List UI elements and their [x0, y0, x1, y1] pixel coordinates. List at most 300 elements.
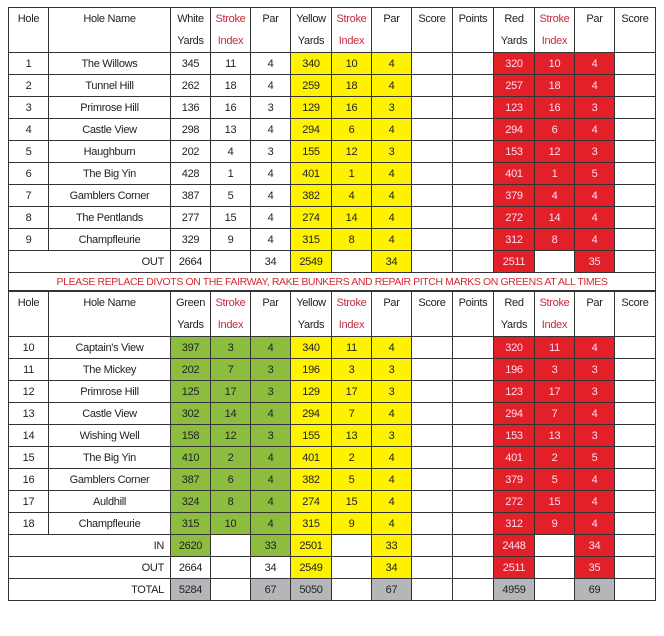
- yellow-yards-cell: 340: [291, 53, 332, 75]
- header-tee1-stroke-index: [211, 8, 251, 53]
- red-stroke-index-cell: 5: [535, 469, 575, 491]
- header-label: Points: [458, 297, 488, 309]
- tee1-par-cell: 4: [251, 403, 291, 425]
- header-hole-name: [49, 8, 171, 53]
- header-label: Red: [504, 297, 524, 309]
- summary-label: OUT: [9, 251, 171, 273]
- tee1-stroke-index-cell: 11: [211, 53, 251, 75]
- yellow-yards-cell: 129: [291, 381, 332, 403]
- yellow-par-cell: 4: [372, 119, 412, 141]
- yellow-stroke-index-cell: 3: [332, 359, 372, 381]
- hole-row: [9, 163, 656, 185]
- red-yards-cell: 401: [494, 163, 535, 185]
- tee1-stroke-index-cell: 6: [211, 469, 251, 491]
- hole-cell: 16: [9, 469, 49, 491]
- tee1-yards-cell: 315: [171, 513, 211, 535]
- score-entry[interactable]: [615, 141, 656, 163]
- summary-yellow-yards-cell: 2549: [291, 251, 332, 273]
- summary-row: [9, 251, 656, 273]
- header-label: Index: [541, 319, 568, 331]
- yellow-stroke-index-cell: 9: [332, 513, 372, 535]
- points-entry[interactable]: [453, 185, 494, 207]
- yellow-stroke-index-cell: 5: [332, 469, 372, 491]
- tee1-yards-cell: 277: [171, 207, 211, 229]
- tee1-yards-cell: 329: [171, 229, 211, 251]
- score-entry[interactable]: [615, 185, 656, 207]
- points-entry[interactable]: [453, 53, 494, 75]
- summary-score-entry[interactable]: [412, 557, 453, 579]
- yellow-stroke-index-cell: 4: [332, 185, 372, 207]
- yellow-yards-cell: 382: [291, 469, 332, 491]
- yellow-par-cell: 3: [372, 141, 412, 163]
- yellow-yards-cell: 294: [291, 403, 332, 425]
- summary-label: TOTAL: [9, 579, 171, 601]
- hole-cell: 14: [9, 425, 49, 447]
- summary-yellow-par-cell: 67: [372, 579, 412, 601]
- yellow-par-cell: 4: [372, 229, 412, 251]
- score-entry[interactable]: [615, 207, 656, 229]
- header-label: Points: [458, 13, 488, 25]
- red-par-cell: 4: [575, 337, 615, 359]
- tee1-stroke-index-cell: 14: [211, 403, 251, 425]
- tee1-stroke-index-cell: 13: [211, 119, 251, 141]
- summary-yellow-stroke-index-cell: [332, 557, 372, 579]
- red-par-cell: 3: [575, 425, 615, 447]
- yellow-yards-cell: 401: [291, 447, 332, 469]
- yellow-yards-cell: 129: [291, 97, 332, 119]
- points-entry[interactable]: [453, 141, 494, 163]
- summary-score-entry[interactable]: [615, 557, 656, 579]
- tee1-yards-cell: 345: [171, 53, 211, 75]
- red-stroke-index-cell: 9: [535, 513, 575, 535]
- score-entry[interactable]: [615, 469, 656, 491]
- red-stroke-index-cell: 3: [535, 359, 575, 381]
- points-entry[interactable]: [453, 513, 494, 535]
- header-label: White: [177, 13, 204, 25]
- tee1-yards-cell: 387: [171, 469, 211, 491]
- hole-name-cell: Castle View: [49, 119, 171, 141]
- red-yards-cell: 294: [494, 403, 535, 425]
- red-stroke-index-cell: 14: [535, 207, 575, 229]
- tee1-yards-cell: 202: [171, 359, 211, 381]
- hole-name-cell: The Big Yin: [49, 163, 171, 185]
- header-label: Yards: [177, 35, 204, 47]
- yellow-par-cell: 4: [372, 53, 412, 75]
- yellow-stroke-index-cell: 17: [332, 381, 372, 403]
- header-score: [412, 291, 453, 337]
- red-stroke-index-cell: 6: [535, 119, 575, 141]
- tee1-stroke-index-cell: 5: [211, 185, 251, 207]
- score-entry[interactable]: [615, 359, 656, 381]
- summary-yellow-par-cell: 34: [372, 557, 412, 579]
- tee1-yards-cell: 397: [171, 337, 211, 359]
- hole-name-cell: The Big Yin: [49, 447, 171, 469]
- summary-yellow-yards-cell: 5050: [291, 579, 332, 601]
- hole-row: [9, 359, 656, 381]
- red-stroke-index-cell: 17: [535, 381, 575, 403]
- yellow-stroke-index-cell: 1: [332, 163, 372, 185]
- header-yellow-par: [372, 291, 412, 337]
- score-entry[interactable]: [615, 53, 656, 75]
- score-entry[interactable]: [412, 97, 453, 119]
- score-entry[interactable]: [615, 447, 656, 469]
- header-yellow-stroke-index: [332, 8, 372, 53]
- header-label: Stroke: [336, 13, 367, 25]
- header-label: Stroke: [215, 297, 246, 309]
- hole-name-cell: Auldhill: [49, 491, 171, 513]
- yellow-stroke-index-cell: 13: [332, 425, 372, 447]
- hole-row: [9, 75, 656, 97]
- summary-tee1-par-cell: 34: [251, 557, 291, 579]
- summary-score-entry[interactable]: [412, 579, 453, 601]
- summary-tee1-stroke-index-cell: [211, 579, 251, 601]
- red-par-cell: 4: [575, 53, 615, 75]
- scorecard-body: [9, 8, 656, 601]
- header-yellow-par: [372, 8, 412, 53]
- header-tee1-yards: [171, 8, 211, 53]
- score-entry[interactable]: [412, 469, 453, 491]
- hole-row: [9, 403, 656, 425]
- red-par-cell: 3: [575, 381, 615, 403]
- summary-red-yards-cell: 2511: [494, 557, 535, 579]
- summary-score-entry[interactable]: [615, 535, 656, 557]
- hole-cell: 7: [9, 185, 49, 207]
- tee1-par-cell: 4: [251, 185, 291, 207]
- header-label: Par: [586, 13, 603, 25]
- hole-row: [9, 513, 656, 535]
- red-yards-cell: 294: [494, 119, 535, 141]
- tee1-par-cell: 3: [251, 97, 291, 119]
- score-entry[interactable]: [412, 359, 453, 381]
- score-entry[interactable]: [412, 141, 453, 163]
- tee1-stroke-index-cell: 18: [211, 75, 251, 97]
- hole-row: [9, 447, 656, 469]
- header-label: Yards: [297, 35, 325, 47]
- yellow-yards-cell: 274: [291, 491, 332, 513]
- tee1-par-cell: 4: [251, 513, 291, 535]
- yellow-par-cell: 4: [372, 513, 412, 535]
- points-entry[interactable]: [453, 337, 494, 359]
- hole-row: [9, 229, 656, 251]
- header-points: [453, 8, 494, 53]
- hole-cell: 13: [9, 403, 49, 425]
- summary-points-entry[interactable]: [453, 535, 494, 557]
- points-entry[interactable]: [453, 163, 494, 185]
- tee1-par-cell: 3: [251, 381, 291, 403]
- score-entry[interactable]: [412, 185, 453, 207]
- hole-cell: 10: [9, 337, 49, 359]
- hole-cell: 11: [9, 359, 49, 381]
- tee1-stroke-index-cell: 15: [211, 207, 251, 229]
- red-par-cell: 4: [575, 491, 615, 513]
- summary-yellow-par-cell: 33: [372, 535, 412, 557]
- red-yards-cell: 379: [494, 469, 535, 491]
- header-label: Stroke: [539, 13, 570, 25]
- score-entry[interactable]: [615, 491, 656, 513]
- red-yards-cell: 320: [494, 53, 535, 75]
- red-par-cell: 4: [575, 403, 615, 425]
- summary-tee1-stroke-index-cell: [211, 535, 251, 557]
- score-entry[interactable]: [615, 513, 656, 535]
- red-stroke-index-cell: 15: [535, 491, 575, 513]
- red-stroke-index-cell: 2: [535, 447, 575, 469]
- red-par-cell: 4: [575, 229, 615, 251]
- red-par-cell: 4: [575, 119, 615, 141]
- tee1-stroke-index-cell: 8: [211, 491, 251, 513]
- hole-row: [9, 491, 656, 513]
- header-hole-name: [49, 291, 171, 337]
- hole-name-cell: The Mickey: [49, 359, 171, 381]
- score-entry[interactable]: [412, 337, 453, 359]
- summary-tee1-yards-cell: 2664: [171, 251, 211, 273]
- tee1-stroke-index-cell: 12: [211, 425, 251, 447]
- tee1-par-cell: 3: [251, 359, 291, 381]
- tee1-yards-cell: 262: [171, 75, 211, 97]
- yellow-par-cell: 3: [372, 97, 412, 119]
- yellow-yards-cell: 155: [291, 425, 332, 447]
- hole-cell: 12: [9, 381, 49, 403]
- yellow-par-cell: 4: [372, 491, 412, 513]
- score-entry[interactable]: [412, 425, 453, 447]
- header-label: Score: [621, 13, 649, 25]
- summary-tee1-yards-cell: 2620: [171, 535, 211, 557]
- yellow-yards-cell: 315: [291, 229, 332, 251]
- red-yards-cell: 196: [494, 359, 535, 381]
- hole-row: [9, 53, 656, 75]
- score-entry[interactable]: [412, 491, 453, 513]
- header-label: Index: [217, 319, 244, 331]
- red-stroke-index-cell: 11: [535, 337, 575, 359]
- tee1-par-cell: 4: [251, 337, 291, 359]
- yellow-par-cell: 4: [372, 75, 412, 97]
- header-hole: [9, 8, 49, 53]
- score-entry[interactable]: [615, 163, 656, 185]
- red-stroke-index-cell: 13: [535, 425, 575, 447]
- header-label: Green: [175, 297, 206, 309]
- summary-label: OUT: [9, 557, 171, 579]
- header-label: Hole Name: [83, 13, 136, 25]
- score-entry[interactable]: [412, 119, 453, 141]
- summary-tee1-stroke-index-cell: [211, 557, 251, 579]
- points-entry[interactable]: [453, 207, 494, 229]
- header-label: Score: [418, 13, 446, 25]
- yellow-par-cell: 3: [372, 381, 412, 403]
- score-entry[interactable]: [412, 53, 453, 75]
- red-yards-cell: 257: [494, 75, 535, 97]
- red-par-cell: 4: [575, 75, 615, 97]
- header-label: Hole: [17, 297, 40, 309]
- summary-score-entry[interactable]: [615, 251, 656, 273]
- red-stroke-index-cell: 1: [535, 163, 575, 185]
- red-yards-cell: 272: [494, 491, 535, 513]
- score-entry[interactable]: [412, 513, 453, 535]
- tee1-stroke-index-cell: 9: [211, 229, 251, 251]
- red-yards-cell: 272: [494, 207, 535, 229]
- red-par-cell: 3: [575, 141, 615, 163]
- tee1-stroke-index-cell: 10: [211, 513, 251, 535]
- tee1-stroke-index-cell: 16: [211, 97, 251, 119]
- header-score: [615, 291, 656, 337]
- tee1-yards-cell: 410: [171, 447, 211, 469]
- hole-name-cell: Gamblers Corner: [49, 469, 171, 491]
- yellow-stroke-index-cell: 6: [332, 119, 372, 141]
- tee1-yards-cell: 136: [171, 97, 211, 119]
- hole-row: [9, 185, 656, 207]
- score-entry[interactable]: [615, 403, 656, 425]
- score-entry[interactable]: [412, 229, 453, 251]
- score-entry[interactable]: [615, 119, 656, 141]
- summary-tee1-par-cell: 33: [251, 535, 291, 557]
- hole-cell: 5: [9, 141, 49, 163]
- summary-yellow-yards-cell: 2549: [291, 557, 332, 579]
- summary-row: [9, 535, 656, 557]
- hole-cell: 6: [9, 163, 49, 185]
- points-entry[interactable]: [453, 75, 494, 97]
- tee1-par-cell: 4: [251, 491, 291, 513]
- summary-yellow-stroke-index-cell: [332, 251, 372, 273]
- header-label: Yellow: [296, 13, 326, 25]
- hole-row: [9, 207, 656, 229]
- points-entry[interactable]: [453, 491, 494, 513]
- summary-points-entry[interactable]: [453, 557, 494, 579]
- tee1-stroke-index-cell: 2: [211, 447, 251, 469]
- points-entry[interactable]: [453, 359, 494, 381]
- hole-name-cell: Gamblers Corner: [49, 185, 171, 207]
- summary-points-entry[interactable]: [453, 579, 494, 601]
- tee1-stroke-index-cell: 4: [211, 141, 251, 163]
- header-red-par: [575, 291, 615, 337]
- summary-yellow-yards-cell: 2501: [291, 535, 332, 557]
- header-label: Stroke: [215, 13, 246, 25]
- yellow-par-cell: 4: [372, 185, 412, 207]
- summary-red-yards-cell: 2511: [494, 251, 535, 273]
- hole-cell: 18: [9, 513, 49, 535]
- points-entry[interactable]: [453, 119, 494, 141]
- front-header-row: [9, 8, 656, 53]
- score-entry[interactable]: [412, 403, 453, 425]
- summary-red-yards-cell: 2448: [494, 535, 535, 557]
- summary-red-stroke-index-cell: [535, 535, 575, 557]
- summary-yellow-par-cell: 34: [372, 251, 412, 273]
- red-yards-cell: 153: [494, 425, 535, 447]
- red-stroke-index-cell: 4: [535, 185, 575, 207]
- yellow-yards-cell: 274: [291, 207, 332, 229]
- yellow-yards-cell: 382: [291, 185, 332, 207]
- score-entry[interactable]: [412, 207, 453, 229]
- points-entry[interactable]: [453, 403, 494, 425]
- summary-red-yards-cell: 4959: [494, 579, 535, 601]
- header-label: Hole Name: [83, 297, 136, 309]
- red-stroke-index-cell: 12: [535, 141, 575, 163]
- tee1-yards-cell: 302: [171, 403, 211, 425]
- red-stroke-index-cell: 7: [535, 403, 575, 425]
- points-entry[interactable]: [453, 469, 494, 491]
- summary-score-entry[interactable]: [412, 535, 453, 557]
- red-par-cell: 5: [575, 163, 615, 185]
- summary-red-stroke-index-cell: [535, 579, 575, 601]
- hole-cell: 8: [9, 207, 49, 229]
- summary-row: [9, 579, 656, 601]
- yellow-stroke-index-cell: 15: [332, 491, 372, 513]
- summary-points-entry[interactable]: [453, 251, 494, 273]
- red-stroke-index-cell: 8: [535, 229, 575, 251]
- tee1-yards-cell: 202: [171, 141, 211, 163]
- hole-cell: 2: [9, 75, 49, 97]
- score-entry[interactable]: [412, 447, 453, 469]
- hole-cell: 15: [9, 447, 49, 469]
- red-yards-cell: 320: [494, 337, 535, 359]
- red-stroke-index-cell: 18: [535, 75, 575, 97]
- hole-row: [9, 119, 656, 141]
- score-entry[interactable]: [615, 75, 656, 97]
- score-entry[interactable]: [615, 425, 656, 447]
- hole-cell: 3: [9, 97, 49, 119]
- red-yards-cell: 153: [494, 141, 535, 163]
- header-label: Index: [217, 35, 244, 47]
- notice-row: [9, 273, 656, 292]
- yellow-par-cell: 3: [372, 425, 412, 447]
- header-label: Par: [383, 297, 400, 309]
- points-entry[interactable]: [453, 229, 494, 251]
- points-entry[interactable]: [453, 97, 494, 119]
- summary-red-par-cell: 35: [575, 251, 615, 273]
- back-header-row: [9, 291, 656, 337]
- header-label: Stroke: [336, 297, 367, 309]
- points-entry[interactable]: [453, 381, 494, 403]
- tee1-stroke-index-cell: 7: [211, 359, 251, 381]
- course-care-notice: PLEASE REPLACE DIVOTS ON THE FAIRWAY, RAKE BUNKERS AND REPAIR PITCH MARKS ON GREENS AT ALL TIMES: [9, 273, 656, 292]
- header-red-stroke-index: [535, 8, 575, 53]
- red-par-cell: 4: [575, 207, 615, 229]
- yellow-par-cell: 3: [372, 359, 412, 381]
- tee1-par-cell: 4: [251, 53, 291, 75]
- header-label: Index: [338, 35, 365, 47]
- points-entry[interactable]: [453, 447, 494, 469]
- tee1-par-cell: 4: [251, 229, 291, 251]
- score-entry[interactable]: [615, 337, 656, 359]
- red-par-cell: 4: [575, 513, 615, 535]
- summary-row: [9, 557, 656, 579]
- hole-row: [9, 97, 656, 119]
- yellow-stroke-index-cell: 11: [332, 337, 372, 359]
- tee1-par-cell: 3: [251, 425, 291, 447]
- score-entry[interactable]: [412, 381, 453, 403]
- score-entry[interactable]: [615, 97, 656, 119]
- red-par-cell: 4: [575, 185, 615, 207]
- summary-score-entry[interactable]: [412, 251, 453, 273]
- summary-score-entry[interactable]: [615, 579, 656, 601]
- tee1-par-cell: 4: [251, 207, 291, 229]
- header-tee1-par: [251, 291, 291, 337]
- hole-name-cell: The Willows: [49, 53, 171, 75]
- score-entry[interactable]: [615, 381, 656, 403]
- score-entry[interactable]: [615, 229, 656, 251]
- summary-yellow-stroke-index-cell: [332, 535, 372, 557]
- score-entry[interactable]: [412, 75, 453, 97]
- tee1-par-cell: 4: [251, 119, 291, 141]
- red-yards-cell: 312: [494, 513, 535, 535]
- header-label: Hole: [17, 13, 40, 25]
- tee1-yards-cell: 324: [171, 491, 211, 513]
- summary-red-par-cell: 34: [575, 535, 615, 557]
- points-entry[interactable]: [453, 425, 494, 447]
- yellow-yards-cell: 196: [291, 359, 332, 381]
- summary-red-par-cell: 35: [575, 557, 615, 579]
- hole-row: [9, 337, 656, 359]
- score-entry[interactable]: [412, 163, 453, 185]
- summary-tee1-yards-cell: 5284: [171, 579, 211, 601]
- header-score: [412, 8, 453, 53]
